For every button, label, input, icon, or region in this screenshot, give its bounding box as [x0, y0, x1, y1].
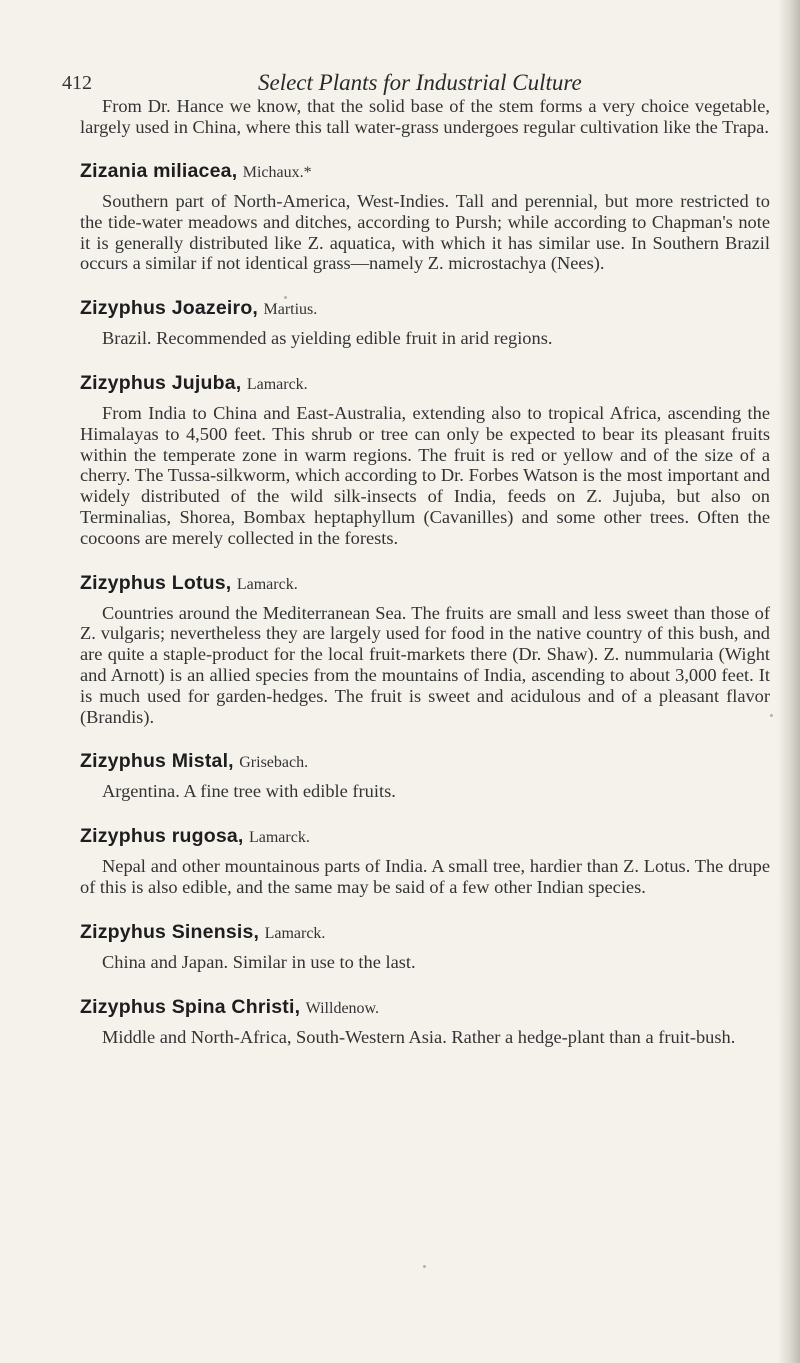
- entry-description: Nepal and other mountainous parts of India. A small tree, hardier than Z. Lotus. The drupe of this is also edible, and the same may be said of a few other Indian species.: [80, 856, 770, 897]
- species-author: Grisebach.: [239, 754, 309, 772]
- entry-zizyphus-jujuba: [80, 371, 770, 549]
- print-speck: [423, 1265, 426, 1268]
- print-speck: [284, 296, 287, 299]
- entry-heading: [80, 824, 770, 850]
- entry-zizyphus-spina-christi: [80, 995, 770, 1048]
- entry-zizyphus-rugosa: [80, 824, 770, 898]
- entry-description: Countries around the Mediterranean Sea. The fruits are small and less sweet than those of Z. vulgaris; nevertheless they are largely used for food in the native country of this bush, and are quite a staple-product for the local fruit-markets there (Dr. Shaw). Z. nummularia (Wight and Arnott) is an allied species from the mountains of India, ascending to about 3,000 feet. It is much used for garden-hedges. The fruit is sweet and acidulous and of a pleasant flavor (Brandis).: [80, 602, 770, 727]
- entry-zizyphus-sinensis: [80, 920, 770, 973]
- page-number: 412: [62, 72, 92, 94]
- species-author: Lamarck.: [264, 924, 326, 942]
- species-name: Zizyphus rugosa,: [80, 825, 244, 848]
- entry-heading: [80, 371, 770, 397]
- print-speck: [770, 714, 773, 717]
- species-name: Zizyphus Joazeiro,: [80, 297, 259, 320]
- species-author: Lamarck.: [236, 575, 298, 593]
- species-name: Zizyphus Lotus,: [80, 571, 232, 594]
- entry-heading: [80, 920, 770, 946]
- entry-description: Middle and North-Africa, South-Western Asia. Rather a hedge-plant than a fruit-bush.: [102, 1026, 736, 1047]
- entry-heading: [80, 571, 770, 597]
- entry-zizania-miliacea: [80, 159, 770, 274]
- entry-heading: [80, 296, 770, 322]
- species-name: Zizania miliacea,: [80, 160, 238, 182]
- entry-description: Argentina. A fine tree with edible fruits.: [102, 781, 396, 802]
- species-author: Lamarck.: [248, 829, 310, 847]
- species-name: Zizyphus Spina Christi,: [80, 995, 301, 1018]
- species-name: Zizyphus Mistal,: [80, 750, 234, 773]
- entry-zizyphus-joazeiro: [80, 296, 770, 349]
- species-name: Zizyphus Jujuba,: [80, 371, 242, 394]
- running-title: Select Plants for Industrial Culture: [258, 70, 582, 95]
- species-author: Michaux.*: [242, 164, 312, 181]
- entry-heading: [80, 995, 770, 1021]
- entry-description: From India to China and East-Australia, extending also to tropical Africa, ascending the Himalayas to 4,500 feet. This shrub or tree can only be expected to bear its pleasant fruits within the temperate zone in warm regions. The fruit is red or yellow and of the size of a cherry. The Tussa-silkworm, which according to Dr. Forbes Watson is the most important and widely distributed of the wild silk-insects of India, feeds on Z. Jujuba, but also on Terminalias, Shorea, Bombax heptaphyllum (Cavanilles) and some other trees. Often the cocoons are merely collected in the forests.: [80, 402, 770, 548]
- species-author: Lamarck.: [246, 375, 308, 393]
- entry-description: China and Japan. Similar in use to the last.: [102, 951, 416, 972]
- entry-description: Brazil. Recommended as yielding edible fruit in arid regions.: [102, 328, 553, 349]
- species-author: Martius.: [263, 301, 318, 319]
- page-content: [80, 96, 770, 1047]
- intro-paragraph: From Dr. Hance we know, that the solid base of the stem forms a very choice vegetable, largely used in China, where this tall water-grass undergoes regular cultivation like the Trapa.: [80, 96, 770, 137]
- species-author: Willdenow.: [305, 999, 380, 1017]
- entry-description: Southern part of North-America, West-Indies. Tall and perennial, but more restricted to the tide-water meadows and ditches, according to Pursh; while according to Chapman's note it is generally distributed like Z. aquatica, with which it has similar use. In Southern Brazil occurs a similar if not identical grass—namely Z. microstachya (Nees).: [80, 191, 770, 274]
- entry-zizyphus-lotus: [80, 571, 770, 728]
- entry-zizyphus-mistal: [80, 749, 770, 802]
- page-binding-shadow: [778, 0, 800, 1363]
- entry-heading: [80, 159, 770, 185]
- entry-heading: [80, 749, 770, 775]
- species-name: Zizpyhus Sinensis,: [80, 920, 260, 943]
